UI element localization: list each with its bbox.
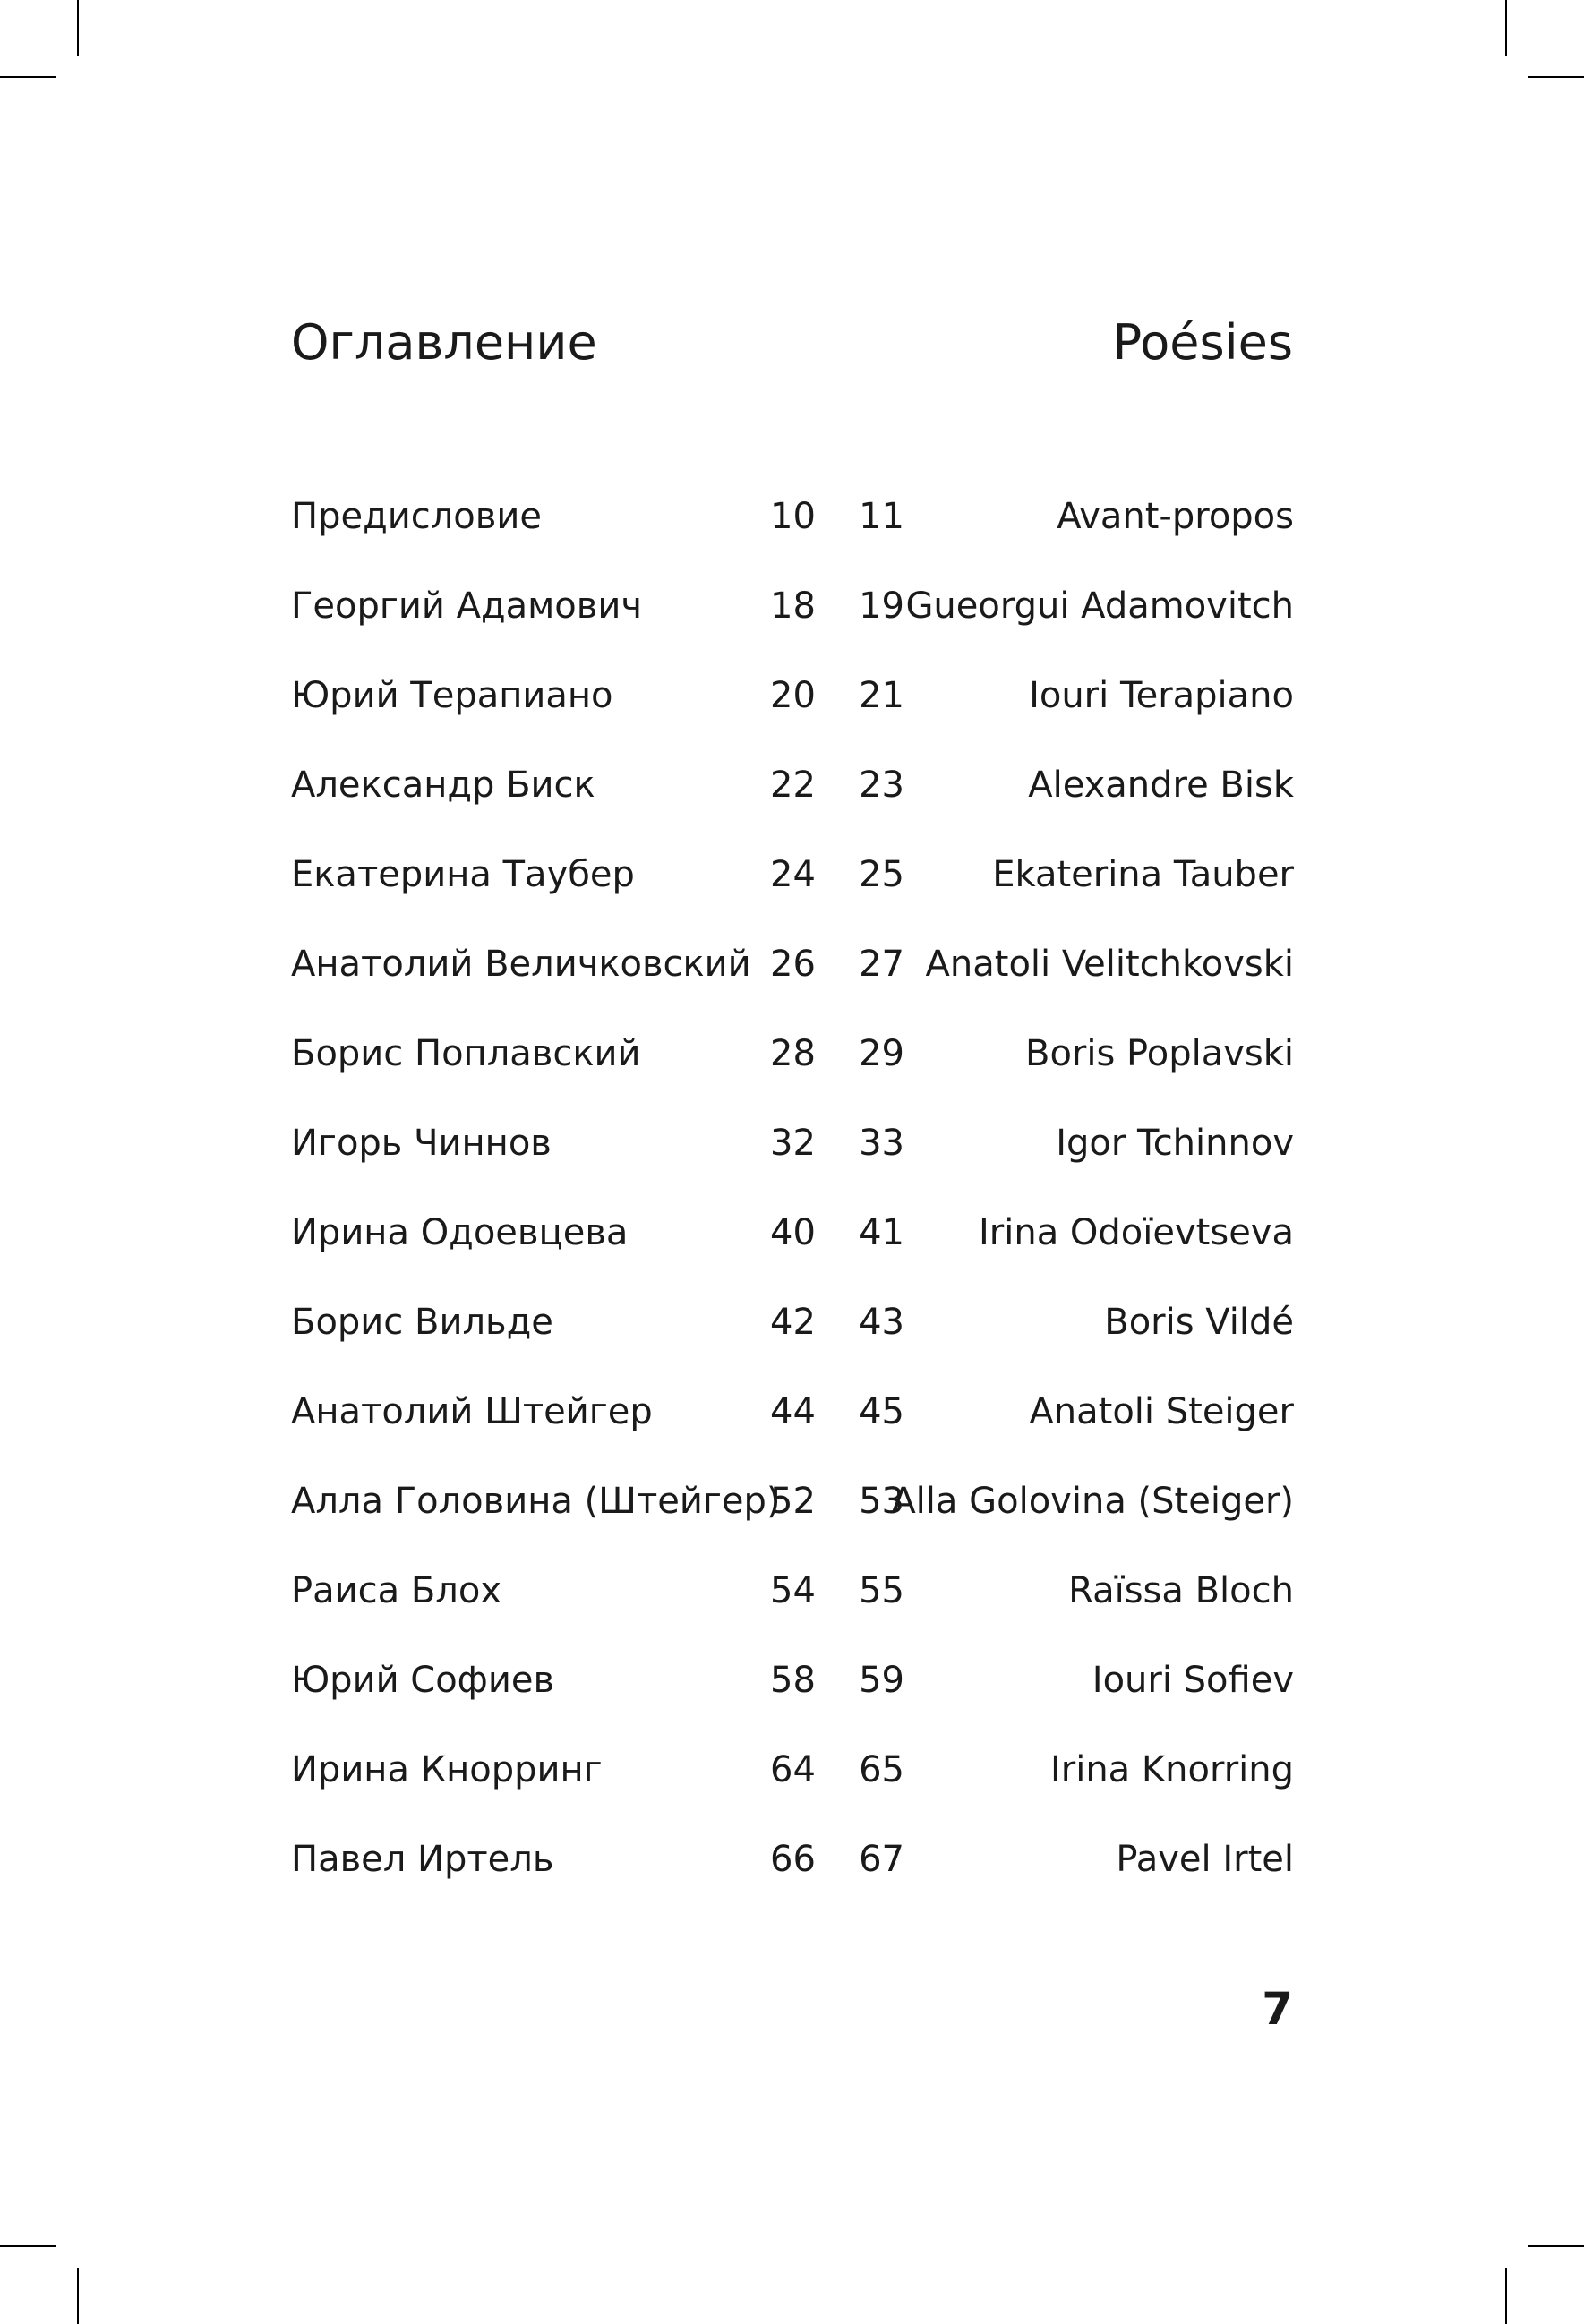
toc-entry <box>291 833 1294 922</box>
page-ref-fr: 33 <box>859 1123 904 1164</box>
page-ref-ru: 26 <box>770 944 816 985</box>
crop-mark <box>77 0 79 56</box>
toc-entry <box>291 743 1294 833</box>
page-ref-fr: 65 <box>859 1749 904 1790</box>
page-ref-fr: 25 <box>859 854 904 895</box>
page-ref-fr: 67 <box>859 1839 904 1880</box>
toc-entry <box>291 1459 1294 1549</box>
crop-mark <box>0 76 56 78</box>
author-name-ru: Анатолий Величковский <box>291 944 751 985</box>
crop-mark <box>0 2245 56 2247</box>
page-ref-ru: 42 <box>770 1302 816 1343</box>
author-name-ru: Александр Биск <box>291 765 595 806</box>
page-ref-ru: 54 <box>770 1570 816 1611</box>
author-name-ru: Алла Головина (Штейгер) <box>291 1481 781 1522</box>
toc-entry <box>291 922 1294 1012</box>
author-name-fr: Avant-propos <box>1057 496 1294 537</box>
page-ref-ru: 32 <box>770 1123 816 1164</box>
page-ref-ru: 28 <box>770 1033 816 1074</box>
author-name-ru: Борис Поплавский <box>291 1033 641 1074</box>
author-name-fr: Ekaterina Tauber <box>992 854 1294 895</box>
toc-entry <box>291 1012 1294 1101</box>
author-name-ru: Борис Вильде <box>291 1302 553 1343</box>
toc-entry <box>291 564 1294 654</box>
page-ref-ru: 18 <box>770 585 816 627</box>
author-name-ru: Игорь Чиннов <box>291 1123 552 1164</box>
page-ref-fr: 43 <box>859 1302 904 1343</box>
page-ref-ru: 58 <box>770 1660 816 1701</box>
author-name-ru: Екатерина Таубер <box>291 854 635 895</box>
page-title-ru: Оглавление <box>291 314 597 372</box>
author-name-fr: Alexandre Bisk <box>1028 765 1294 806</box>
page-ref-fr: 55 <box>859 1570 904 1611</box>
page-number: 7 <box>1262 1983 1293 2035</box>
author-name-fr: Iouri Sofiev <box>1092 1660 1294 1701</box>
author-name-ru: Павел Иртель <box>291 1839 554 1880</box>
toc-entry <box>291 1817 1294 1907</box>
author-name-ru: Георгий Адамович <box>291 585 642 627</box>
page-ref-ru: 64 <box>770 1749 816 1790</box>
toc-entry <box>291 1728 1294 1817</box>
page-ref-ru: 10 <box>770 496 816 537</box>
page-ref-fr: 45 <box>859 1391 904 1432</box>
author-name-ru: Анатолий Штейгер <box>291 1391 653 1432</box>
author-name-ru: Ирина Одоевцева <box>291 1212 629 1253</box>
page-ref-fr: 21 <box>859 675 904 716</box>
toc-entry <box>291 1191 1294 1280</box>
page-ref-ru: 66 <box>770 1839 816 1880</box>
author-name-fr: Boris Vildé <box>1104 1302 1294 1343</box>
page-ref-fr: 53 <box>859 1481 904 1522</box>
page-ref-ru: 40 <box>770 1212 816 1253</box>
page-title-fr: Poésies <box>1112 314 1293 372</box>
page-ref-ru: 52 <box>770 1481 816 1522</box>
toc-entry <box>291 1638 1294 1728</box>
crop-mark <box>77 2268 79 2324</box>
author-name-fr: Irina Knorring <box>1049 1749 1294 1790</box>
crop-mark <box>1528 2245 1584 2247</box>
crop-mark <box>1505 2268 1507 2324</box>
author-name-fr: Gueorgui Adamovitch <box>905 585 1294 627</box>
page-ref-ru: 20 <box>770 675 816 716</box>
author-name-ru: Юрий Софиев <box>291 1660 555 1701</box>
page-ref-ru: 22 <box>770 765 816 806</box>
author-name-ru: Раиса Блох <box>291 1570 501 1611</box>
author-name-ru: Предисловие <box>291 496 542 537</box>
page-ref-fr: 27 <box>859 944 904 985</box>
author-name-fr: Boris Poplavski <box>1025 1033 1294 1074</box>
toc-entry <box>291 654 1294 743</box>
toc-entry <box>291 1549 1294 1638</box>
page-ref-ru: 24 <box>770 854 816 895</box>
author-name-ru: Юрий Терапиано <box>291 675 613 716</box>
author-name-fr: Anatoli Steiger <box>1029 1391 1294 1432</box>
author-name-fr: Raïssa Bloch <box>1068 1570 1294 1611</box>
page-ref-fr: 11 <box>859 496 904 537</box>
toc-entry <box>291 1280 1294 1370</box>
author-name-fr: Iouri Terapiano <box>1029 675 1294 716</box>
author-name-fr: Anatoli Velitchkovski <box>925 944 1294 985</box>
author-name-fr: Igor Tchinnov <box>1056 1123 1294 1164</box>
page-ref-ru: 44 <box>770 1391 816 1432</box>
author-name-fr: Pavel Irtel <box>1116 1839 1294 1880</box>
crop-mark <box>1505 0 1507 56</box>
page-ref-fr: 23 <box>859 765 904 806</box>
author-name-fr: Alla Golovina (Steiger) <box>891 1481 1294 1522</box>
crop-mark <box>1528 76 1584 78</box>
toc-entry <box>291 1370 1294 1459</box>
table-of-contents <box>291 474 1294 1907</box>
toc-entry <box>291 474 1294 564</box>
author-name-fr: Irina Odoïevtseva <box>979 1212 1294 1253</box>
page-ref-fr: 29 <box>859 1033 904 1074</box>
toc-entry <box>291 1101 1294 1191</box>
page-ref-fr: 59 <box>859 1660 904 1701</box>
page-ref-fr: 41 <box>859 1212 904 1253</box>
page-ref-fr: 19 <box>859 585 904 627</box>
author-name-ru: Ирина Кнорринг <box>291 1749 603 1790</box>
